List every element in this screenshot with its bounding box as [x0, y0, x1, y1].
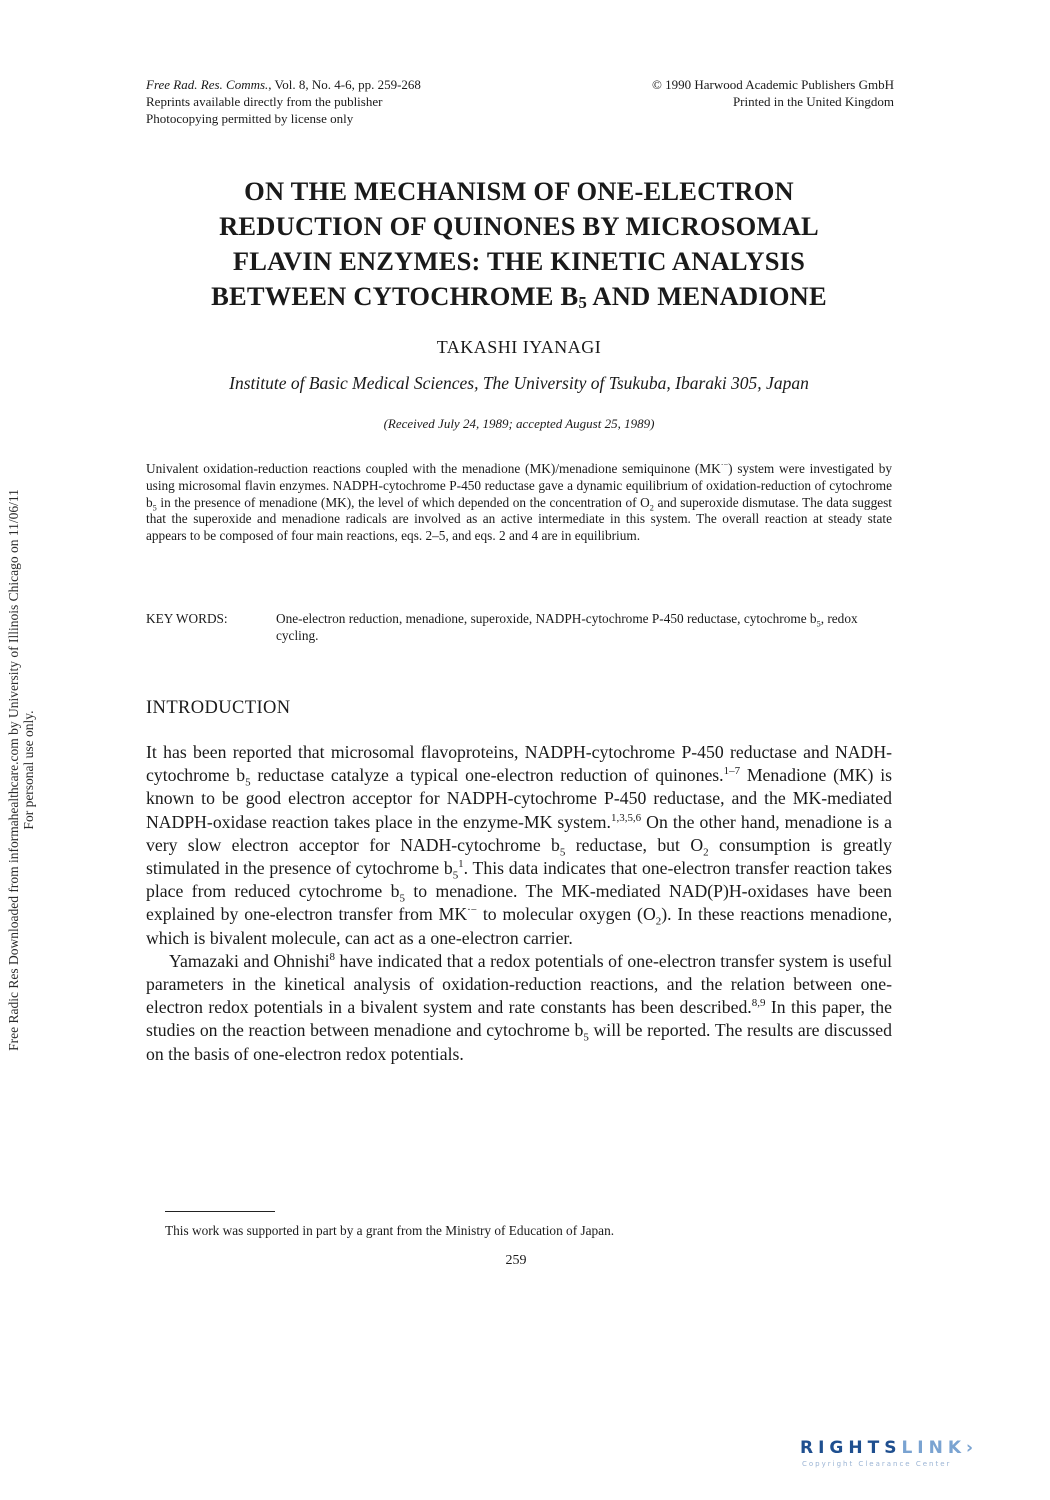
copyright-line: © 1990 Harwood Academic Publishers GmbH [651, 77, 894, 92]
section-heading-introduction: INTRODUCTION [146, 698, 291, 718]
reprints-note: Reprints available directly from the publisher [146, 94, 383, 109]
author-name: TAKASHI IYANAGI [436, 337, 602, 357]
rightslink-logo[interactable]: RIGHTSLINK› Copyright Clearance Center [800, 1438, 979, 1468]
received-dates: (Received July 24, 1989; accepted August 25, 1989) [383, 416, 655, 431]
introduction-body [146, 741, 892, 1066]
page-number: 259 [505, 1253, 527, 1268]
footnote: This work was supported in part by a grant from the Ministry of Education of Japan. [165, 1223, 615, 1238]
abstract: Univalent oxidation-reduction reactions coupled with the menadione (MK)/menadione semiquinone (MK·−) system were investigated by using microsomal flavin enzymes. NADPH-cytochrome P-450 reductase gave a dynamic equilibrium of oxidation-reduction of cytochrome $b_5$ in the presence of menadione (MK), the level of which depended on the concentration of $O_2$ and superoxide dismutase. The data suggest that the superoxide and menadione radicals are involved as an active intermediate in this system. The overall reaction at steady state appears to be composed of four main reactions, eqs. 2–5, and eqs. 2 and 4 are in equilibrium. [146, 460, 892, 544]
keywords-label: KEY WORDS: [146, 611, 228, 626]
running-header-left [146, 76, 421, 127]
footnote-rule [165, 1211, 275, 1212]
journal-citation: Free Rad. Res. Comms., Vol. 8, No. 4-6, pp. 259-268 [146, 77, 421, 92]
author-affiliation: Institute of Basic Medical Sciences, The University of Tsukuba, Ibaraki 305, Japan [229, 373, 809, 393]
paragraph: It has been reported that microsomal flavoproteins, NADPH-cytochrome P-450 reductase and NADH-cytochrome $b_5$ reductase catalyze a typical one-electron reduction of quinones.$^{1-7}$ Menadione (MK) is known to be good electron acceptor for NADPH-cytochrome P-450 reductase, and the MK-mediated NADPH-oxidase reaction takes place in the enzyme-MK system.$^{1,3,5,6}$ On the other hand, menadione is a very slow electron acceptor for NADH-cytochrome $b_5$ reductase, but $O_2$ consumption is greatly stimulated in the presence of cytochrome $b_5^1$. This data indicates that one-electron transfer reaction takes place from reduced cytochrome $b_5$ to menadione. The MK-mediated NAD(P)H-oxidases have been explained by one-electron transfer from MK·− to molecular oxygen $(O_2)$. In these reactions menadione, which is bivalent molecule, can act as a one-electron carrier. [146, 742, 893, 948]
running-header-right [652, 76, 894, 110]
chevron-right-icon: › [966, 1438, 979, 1458]
keywords [146, 611, 892, 645]
printed-line: Printed in the United Kingdom [732, 94, 894, 109]
keywords-text: One-electron reduction, menadione, superoxide, NADPH-cytochrome P-450 reductase, cytochrome $b_5$, redox cycling. [276, 611, 858, 643]
photocopying-note: Photocopying permitted by license only [146, 111, 354, 126]
download-watermark: Free Radic Res Downloaded from informahealthcare.com by University of Illinois Chicago on 11/06/11 For personal use only. [6, 489, 36, 1051]
paragraph: Yamazaki and Ohnishi$^8$ have indicated that a redox potentials of one-electron transfer system is useful parameters in the kinetical analysis of oxidation-reduction reactions, and the relation between one-electron redox potentials in a bivalent system and rate constants has been described.$^{8,9}$ In this paper, the studies on the reaction between menadione and cytochrome $b_5$ will be reported. The results are discussed on the basis of one-electron redox potentials. [146, 950, 893, 1064]
article-title: ON THE MECHANISM OF ONE-ELECTRON REDUCTION OF QUINONES BY MICROSOMAL FLAVIN ENZYMES: THE KINETIC ANALYSIS BETWEEN CYTOCHROME $B_5$ AND MENADIONE [211, 176, 827, 312]
